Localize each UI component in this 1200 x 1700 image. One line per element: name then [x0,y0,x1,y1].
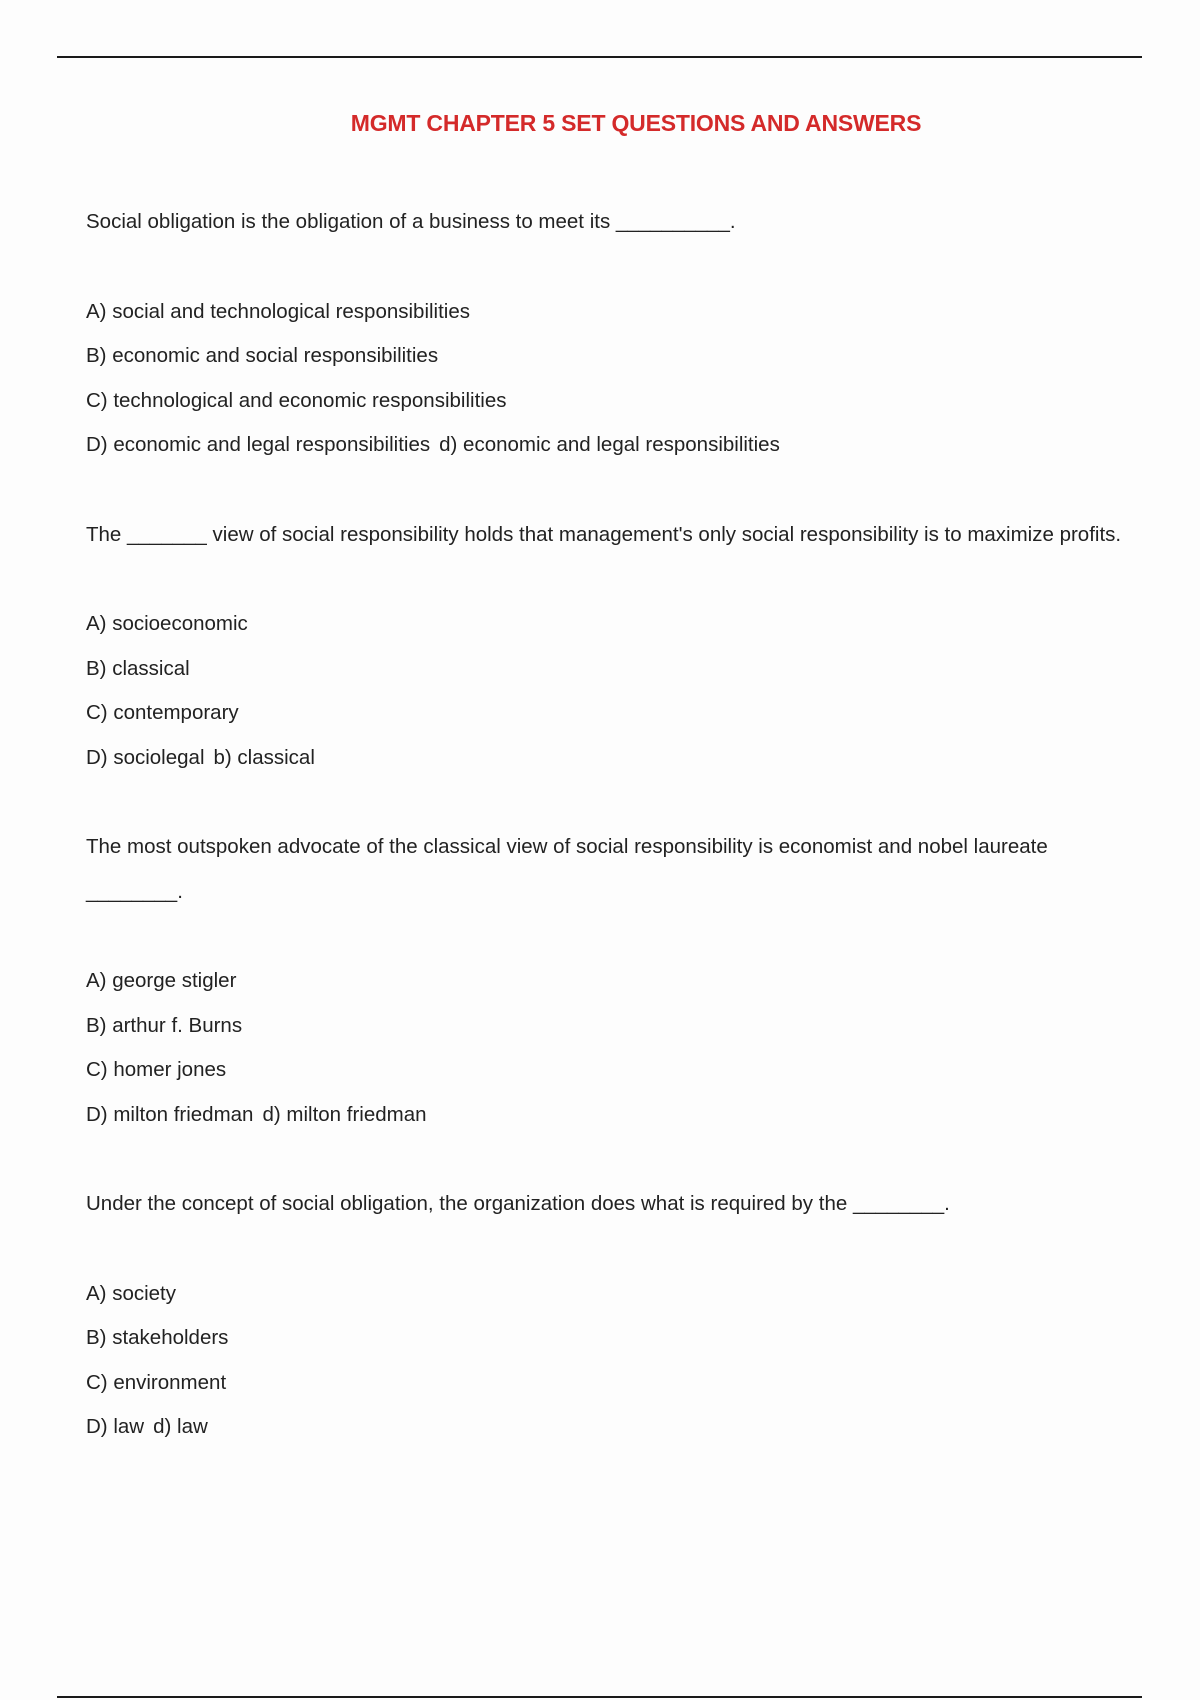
option-b: B) economic and social responsibilities [86,344,439,367]
question-text: Under the concept of social obligation, the organization does what is required by the ________. [86,1192,950,1215]
option-c: C) environment [86,1370,227,1394]
question-1 [86,200,1146,468]
option-b: B) arthur f. Burns [86,1013,243,1037]
option-d: D) milton friedman [86,1102,254,1126]
bottom-rule [57,1696,1142,1698]
option-d: D) sociolegal [86,745,205,769]
option-d-row [86,736,1146,781]
option-d-row [86,1405,1146,1450]
answer: d) milton friedman [262,1102,427,1126]
option-c: C) contemporary [86,701,239,724]
answer: b) classical [213,745,315,769]
question-4 [86,1182,1146,1450]
question-3 [86,825,1146,1137]
question-list [86,200,1146,1495]
answer: d) economic and legal responsibilities [439,433,780,456]
option-c: C) technological and economic responsibilities [86,388,507,412]
question-text: The most outspoken advocate of the classical view of social responsibility is economist and nobel laureate ________. [86,835,1048,903]
option-b: B) stakeholders [86,1326,229,1349]
document-title: MGMT CHAPTER 5 SET QUESTIONS AND ANSWERS [350,110,922,136]
question-text: Social obligation is the obligation of a business to meet its __________. [86,210,736,233]
option-d-row [86,423,1146,468]
option-c: C) homer jones [86,1058,227,1081]
option-d: D) law [86,1415,145,1438]
option-d: D) economic and legal responsibilities [86,433,431,456]
answer: d) law [153,1415,208,1438]
question-text: The _______ view of social responsibility holds that management's only social responsibility is to maximize profits. [86,522,1122,546]
option-a: A) society [86,1281,176,1305]
top-rule [57,56,1142,58]
question-2 [86,513,1146,781]
option-d-row [86,1093,1146,1138]
option-a: A) socioeconomic [86,612,248,635]
option-a: A) george stigler [86,969,237,992]
option-b: B) classical [86,656,190,680]
option-a: A) social and technological responsibilities [86,299,471,323]
